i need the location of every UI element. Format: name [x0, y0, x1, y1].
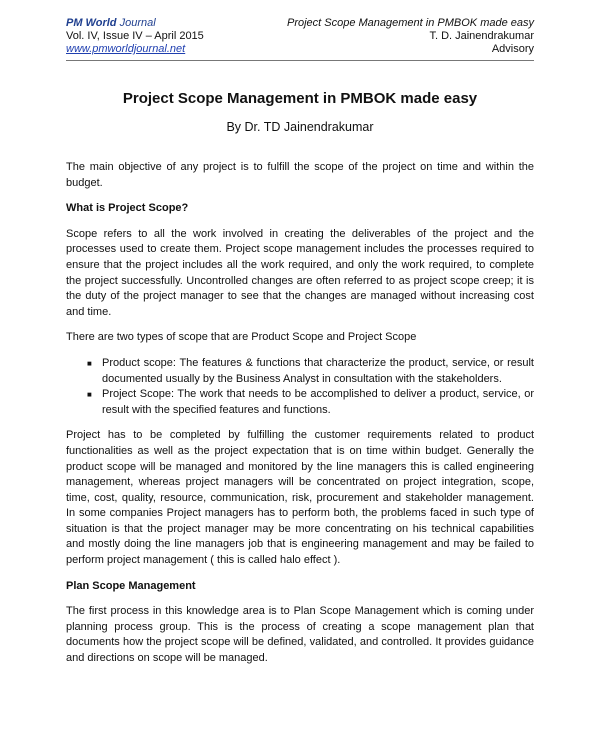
header-left [66, 17, 204, 56]
document-title: Project Scope Management in PMBOK made easy [122, 90, 478, 107]
project-completion-paragraph: Project has to be completed by fulfilling the customer requirements related to product functionalities as well as the project expectation that is on time within budget. Generally the product scope will be managed and monitored by the line managers this is called engineering management, whereas project managers will be concentrated on project integration, scope, time, cost, quality, resource, communication, risk, procurement and stakeholder management. In some companies Project managers has to perform both, the problems faced in such type of situation is that the project manager may be more concentrating on his technical capabilities and mostly doing the line managers job that is engineering management and may be failed to perform project management ( this is called halo effect ). [66, 429, 534, 567]
journal-url-link[interactable]: www.pmworldjournal.net [66, 43, 186, 55]
header-category: Advisory [491, 43, 534, 55]
list-item [87, 387, 534, 418]
document-body [66, 160, 534, 677]
journal-volume: Vol. IV, Issue IV – April 2015 [66, 30, 204, 42]
bullet-icon: ■ [87, 390, 92, 400]
section-heading-plan-scope: Plan Scope Management [66, 579, 196, 592]
intro-paragraph: The main objective of any project is to fulfill the scope of the project on time and within the budget. [66, 161, 534, 189]
header-right [287, 17, 534, 56]
document-byline: By Dr. TD Jainendrakumar [226, 120, 374, 134]
header-divider [66, 60, 534, 61]
header-author: T. D. Jainendrakumar [429, 30, 534, 42]
journal-name [66, 17, 204, 30]
journal-name-tail: Journal [119, 17, 156, 29]
section-heading-project-scope: What is Project Scope? [66, 202, 189, 215]
scope-types-paragraph: There are two types of scope that are Product Scope and Project Scope [66, 331, 417, 344]
header-article-title: Project Scope Management in PMBOK made easy [286, 17, 534, 29]
scope-types-list [66, 356, 534, 418]
scope-definition-paragraph: Scope refers to all the work involved in creating the deliverables of the project and the processes used to create them. Project scope management includes the processes required to ensure that the project includes all the work required, and only the work required, to complete the project successfully. Uncontrolled changes are often referred to as project scope creep; it is the duty of the project manager to see that the changes are managed without increasing cost and time. [66, 227, 534, 318]
bullet-icon: ■ [87, 358, 92, 368]
list-item [87, 356, 534, 387]
list-item-text: Product scope: The features & functions that characterize the product, service, or result documented usually by the Business Analyst in consultation with the stakeholders. [102, 356, 534, 385]
list-item-text: Project Scope: The work that needs to be accomplished to deliver a product, service, or result with the specified features and functions. [102, 388, 534, 416]
plan-scope-paragraph: The first process in this knowledge area is to Plan Scope Management which is coming under planning process group. This is the process of creating a scope management plan that documents how the project scope will be defined, validated, and controlled. It provides guidance and directions on scope will be managed. [66, 605, 534, 665]
journal-name-main: PM World [66, 17, 117, 29]
